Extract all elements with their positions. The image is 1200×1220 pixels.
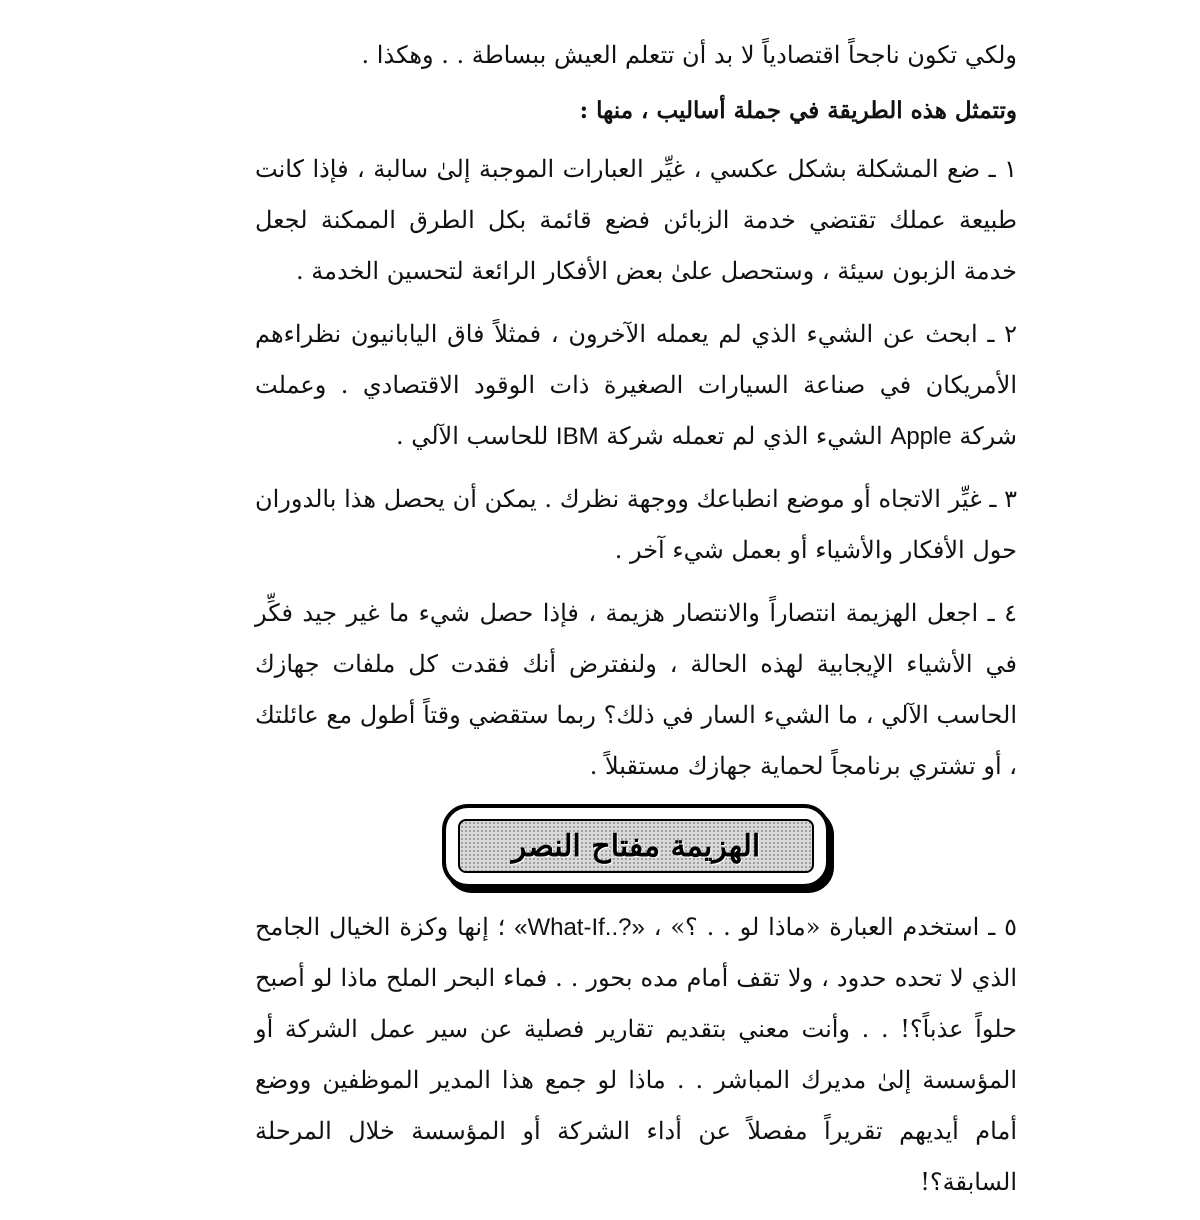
document-page <box>255 30 1017 1220</box>
what-if-english-text: «What-If..?» <box>514 914 645 941</box>
point-4-paragraph: ٤ ـ اجعل الهزيمة انتصاراً والانتصار هزيمة ، فإذا حصل شيء ما غير جيد فكِّر في الأشياء الإيجابية لهذه الحالة ، ولنفترض أنك فقدت كل ملفات جهازك الحاسب الآلي ، ما الشيء السار في ذلك؟ ربما ستقضي وقتاً أطول مع عائلتك ، أو تشتري برنامجاً لحماية جهازك مستقبلاً . <box>255 599 1017 780</box>
point-5-text-part1: ٥ ـ استخدم العبارة «ماذا لو . . ؟» ، <box>653 913 1017 941</box>
section-heading-wrapper <box>255 804 1017 888</box>
intro-paragraph: ولكي تكون ناجحاً اقتصادياً لا بد أن تتعلم العيش ببساطة . . وهكذا . <box>361 41 1017 69</box>
point-2-text-part1: ٢ ـ ابحث عن الشيء الذي لم يعمله الآخرون ، فمثلاً فاق اليابانيون نظراءهم الأمريكان في صناعة السيارات الصغيرة ذات الوقود الاقتصادي . وعملت شركة <box>255 320 1017 450</box>
point-2-paragraph <box>255 309 1017 462</box>
point-5-paragraph <box>255 902 1017 1208</box>
point-1-paragraph: ١ ـ ضع المشكلة بشكل عكسي ، غيِّر العبارات الموجبة إلىٰ سالبة ، فإذا كانت طبيعة عملك تقتضي خدمة الزبائن فضع قائمة بكل الطرق الممكنة لجعل خدمة الزبون سيئة ، وستحصل علىٰ بعض الأفكار الرائعة لتحسين الخدمة . <box>255 155 1017 285</box>
point-5-text-part2: ؛ إنها وكزة الخيال الجامح الذي لا تحده حدود ، ولا تقف أمام مده بحور . . فماء البحر الملح ماذا لو أصبح حلواً عذباً؟! . . وأنت معني بتقديم تقارير فصلية عن سير عمل الشركة أو المؤسسة إلىٰ مديرك المباشر . . ماذا لو جمع هذا المدير الموظفين ووضع أمام أيديهم تقريراً مفصلاً عن أداء الشركة أو المؤسسة خلال المرحلة السابقة؟! <box>255 913 1017 1196</box>
ibm-brand-text: IBM <box>555 423 599 450</box>
apple-brand-text: Apple <box>890 423 952 450</box>
point-2-text-part2: الشيء الذي لم تعمله شركة <box>606 422 883 450</box>
section-heading-frame <box>442 804 830 888</box>
lead-paragraph: وتتمثل هذه الطريقة في جملة أساليب ، منها : <box>579 97 1017 124</box>
point-2-text-part3: للحاسب الآلي . <box>395 422 549 450</box>
point-3-paragraph: ٣ ـ غيِّر الاتجاه أو موضع انطباعك ووجهة نظرك . يمكن أن يحصل هذا بالدوران حول الأفكار والأشياء أو بعمل شيء آخر . <box>255 485 1017 564</box>
section-heading: الهزيمة مفتاح النصر <box>458 819 814 873</box>
